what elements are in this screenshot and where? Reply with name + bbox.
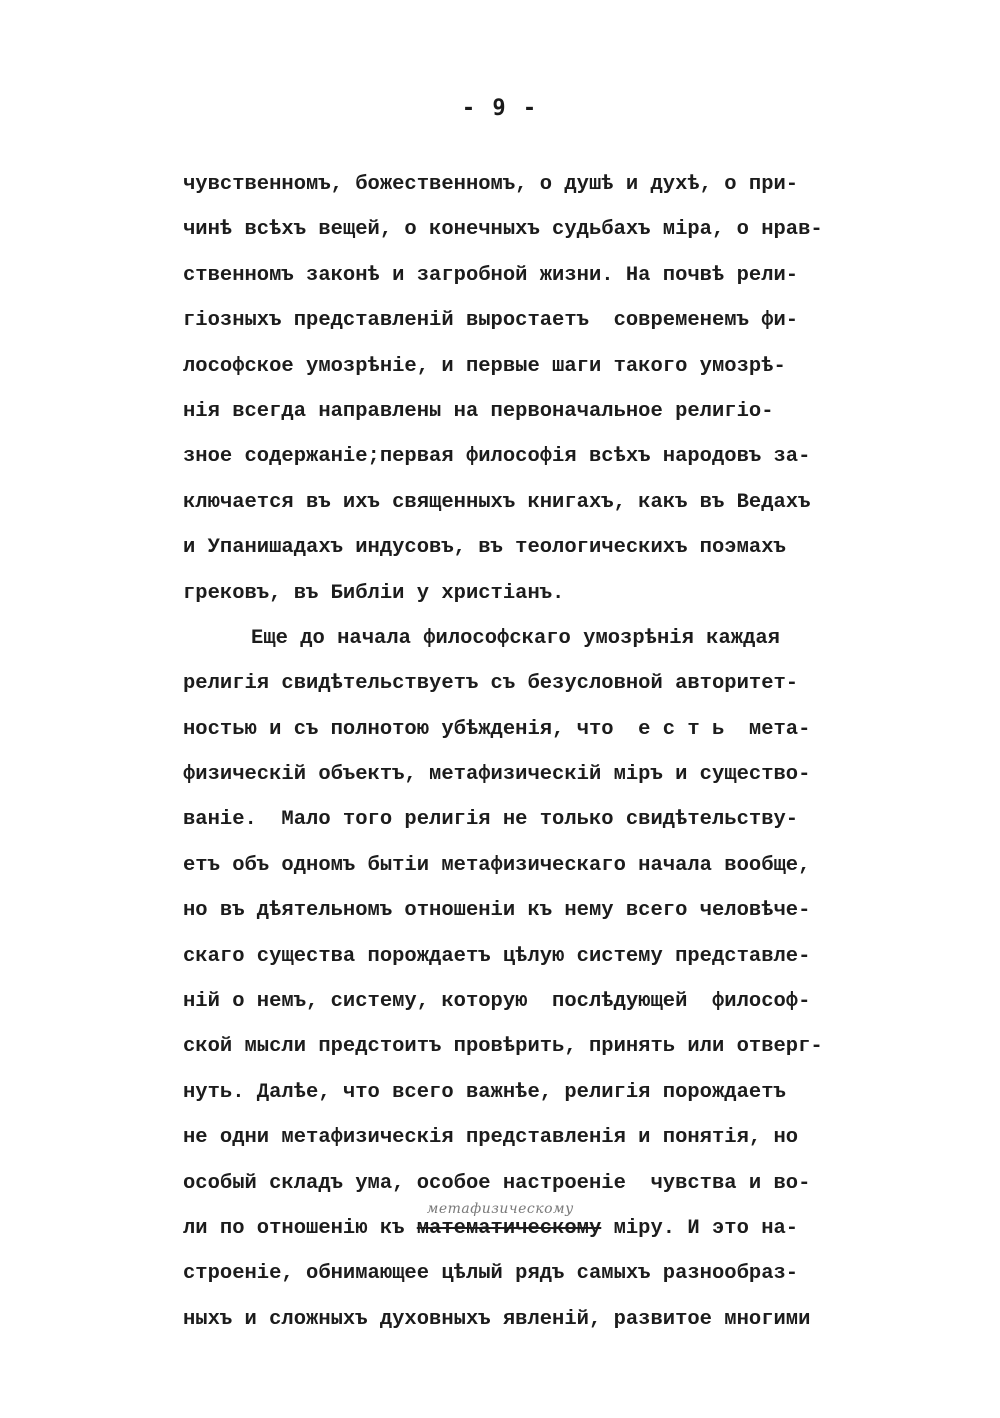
text-line: не одни метафизическія представленія и понятія, но [183,1126,799,1150]
text-line: религія свидѣтельствуетъ съ безусловной авторитет- [183,672,799,696]
text-line: скаго существа порождаетъ цѣлую систему представле- [183,944,811,968]
text-line: нія всегда направлены на первоначальное религіо- [183,399,774,423]
corrected-line [183,1200,873,1251]
text-line: ключается въ ихъ священныхъ книгахъ, какъ въ Ведахъ [183,490,811,514]
text-line: ныхъ и сложныхъ духовныхъ явленій, развитое многими [183,1307,811,1331]
text-line: ственномъ законѣ и загробной жизни. На почвѣ рели- [183,263,799,287]
struck-word: математическому [416,1216,602,1240]
text-line: ваніе. Мало того религія не только свидѣтельству- [183,808,799,832]
handwritten-correction: метафизическому [426,1200,574,1217]
text-line: и Упанишадахъ индусовъ, въ теологическихъ поэмахъ [183,536,786,560]
text-line: особый складъ ума, особое настроеніе чувства и во- [183,1171,811,1195]
text-line: грековъ, въ Библіи у христіанъ. [183,581,565,605]
body-text [183,162,873,1342]
text-line: но въ дѣятельномъ отношеніи къ нему всего человѣче- [183,899,811,923]
text-line: чувственномъ, божественномъ, о душѣ и духѣ, о при- [183,173,799,196]
text-line: ской мысли предстоитъ провѣрить, принять или отверг- [183,1035,823,1059]
text-line: строеніе, обнимающее цѣлый рядъ самыхъ разнообраз- [183,1262,799,1286]
page-number: - 9 - [461,96,539,121]
paragraph-start-line: Еще до начала философскаго умозрѣнія каждая [251,626,780,650]
text-line: лософское умозрѣніе, и первые шаги такого умозрѣ- [183,354,786,378]
text-line: зное содержаніе;первая философія всѣхъ народовъ за- [183,445,811,469]
text-line: гіозныхъ представленій выростаетъ современемъ фи- [183,309,799,333]
corrected-line-after: міру. И это на- [601,1216,799,1240]
corrected-line-before: ли по отношенію къ [183,1216,417,1240]
text-line: ностью и съ полнотою убѣжденія, что е с т ь мета- [183,717,811,741]
text-line: ній о немъ, систему, которую послѣдующей философ- [183,990,811,1014]
text-line: етъ объ одномъ бытіи метафизическаго начала вообще, [183,853,811,877]
text-line: физическій объектъ, метафизическій міръ и существо- [183,763,811,787]
text-line: чинѣ всѣхъ вещей, о конечныхъ судьбахъ міра, о нрав- [183,218,823,242]
text-line: нуть. Далѣе, что всего важнѣе, религія порождаетъ [183,1080,786,1104]
correction [416,1200,602,1251]
